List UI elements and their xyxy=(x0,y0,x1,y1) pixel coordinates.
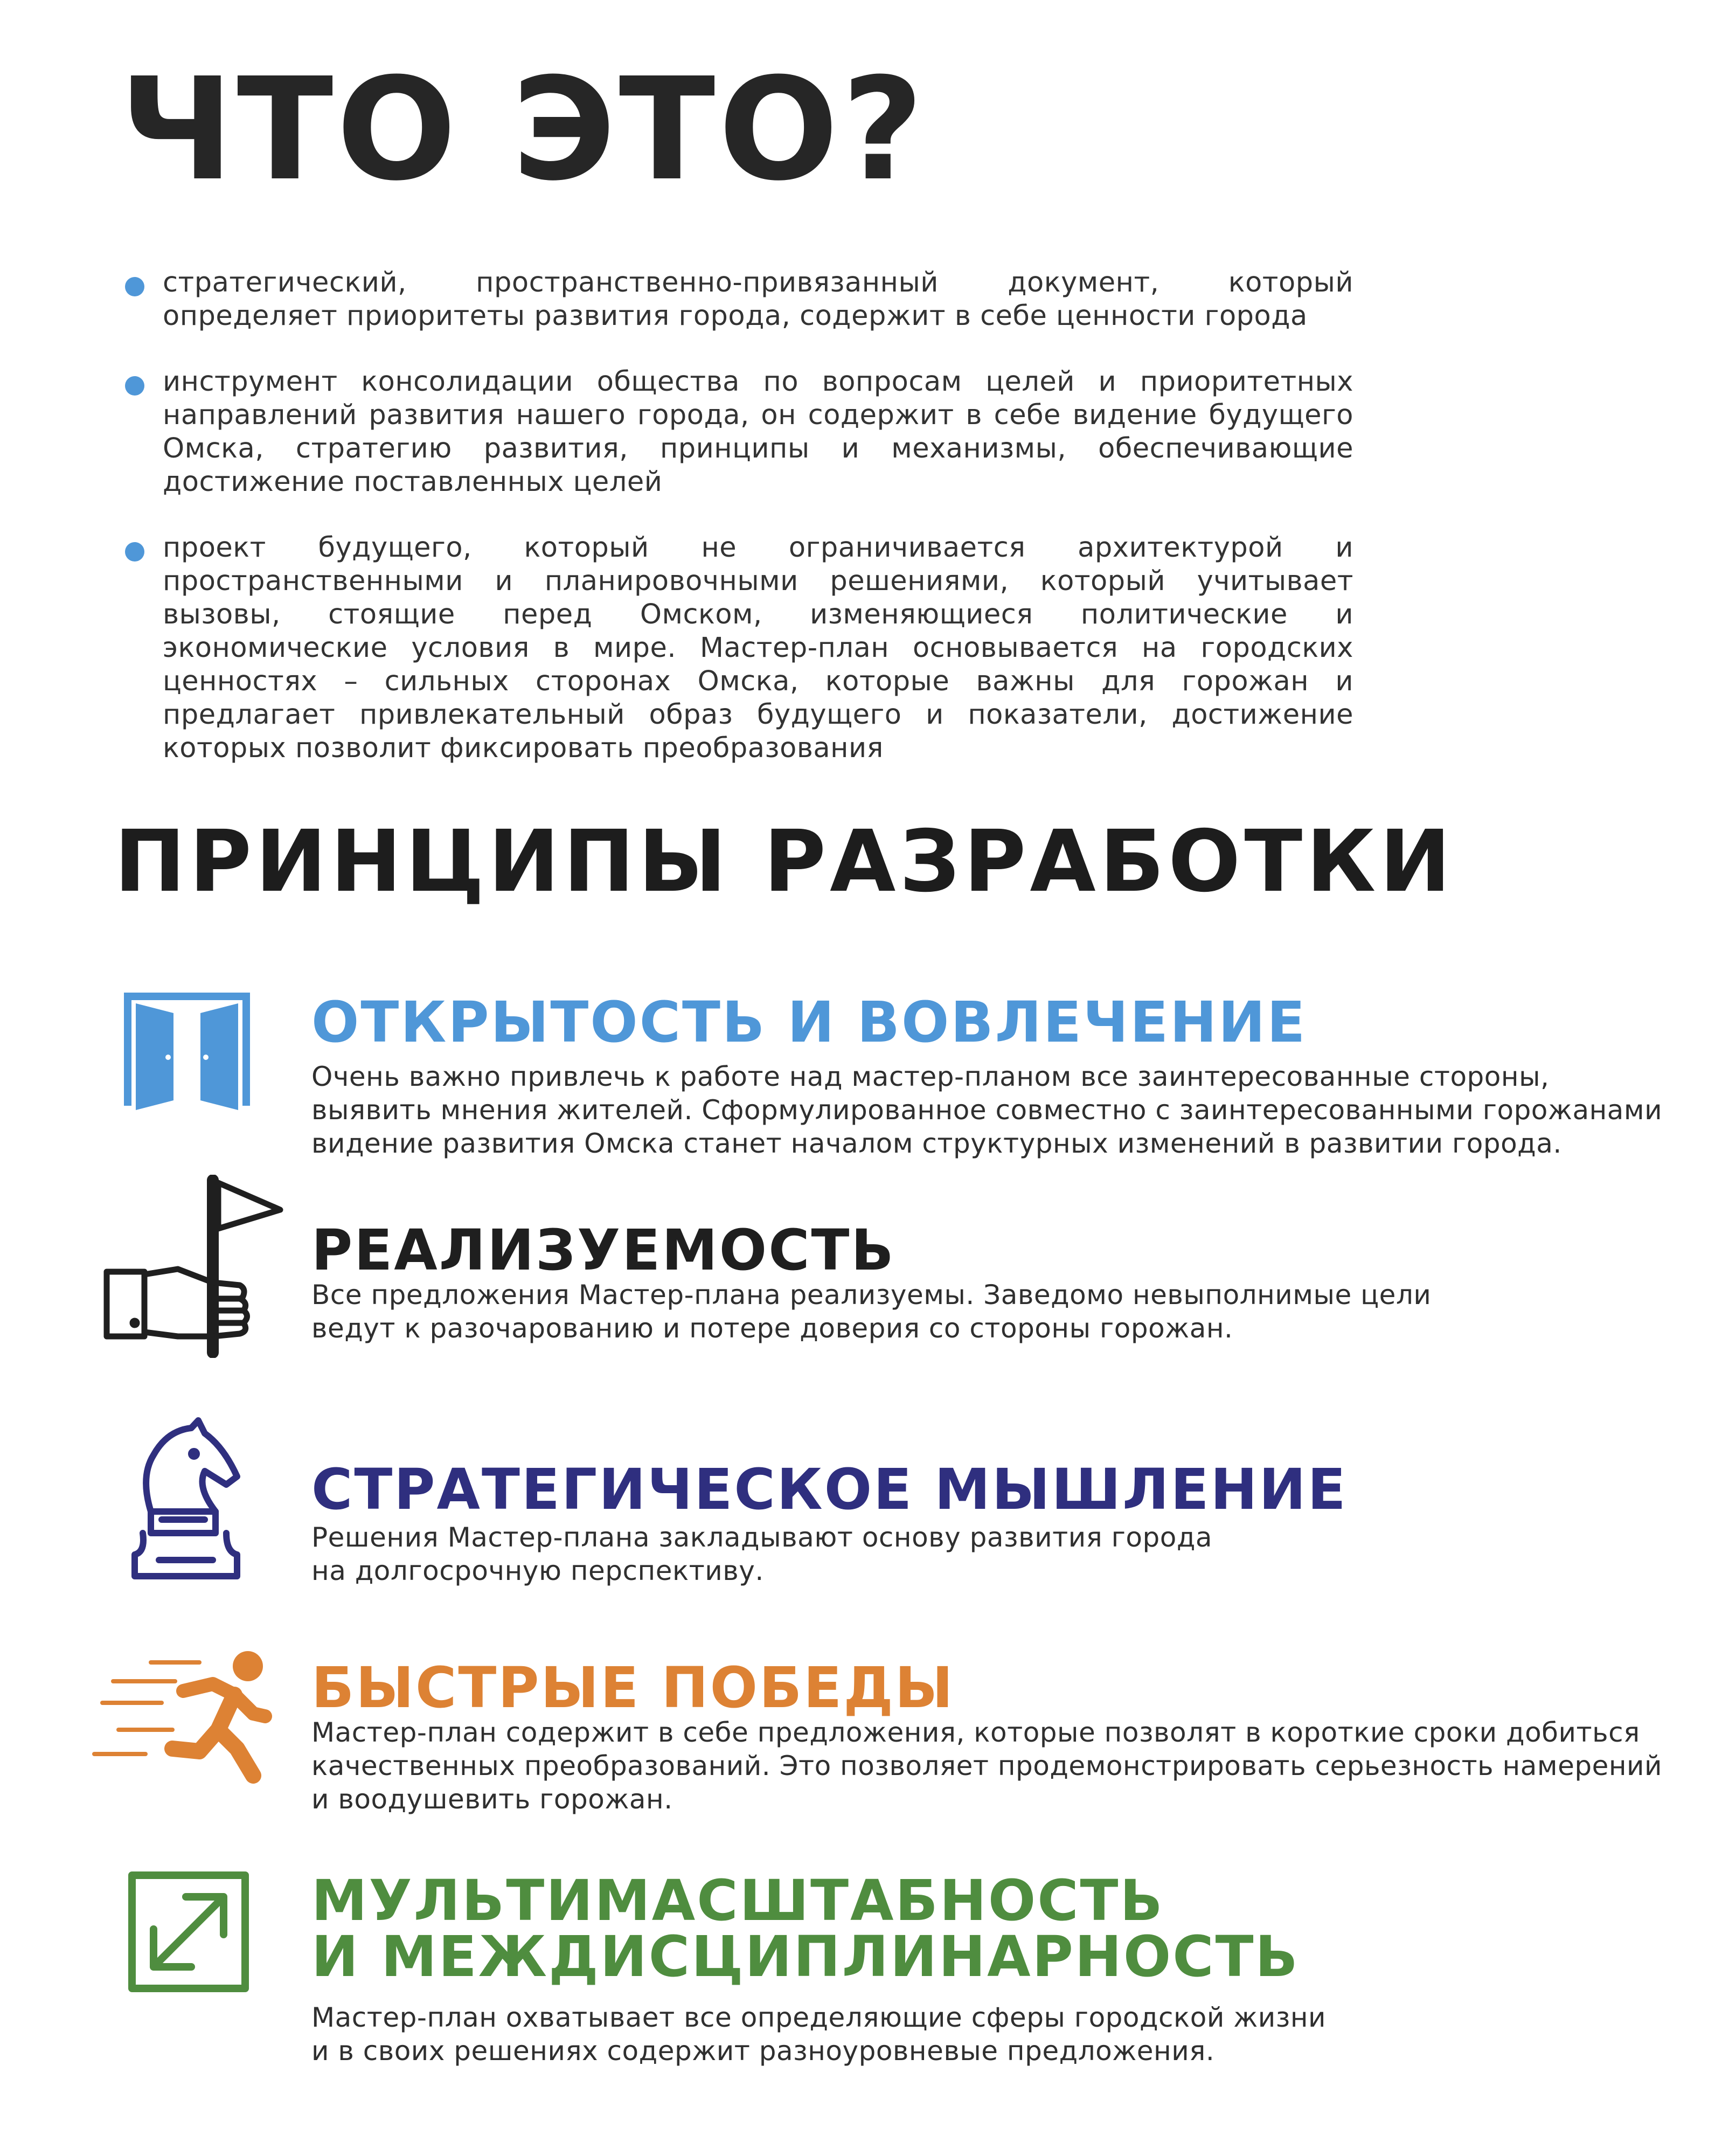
bullet-dot-icon xyxy=(125,542,144,561)
description-line: Мастер-план содержит в себе предложения, которые позволят в короткие сроки добиться xyxy=(311,1717,1640,1748)
list-item-text: проект будущего, который не ограничивается архитектурой и пространственными и планировочными решениями, который учитывает вызовы, стоящие перед Омском, изменяющиеся политические и экономические условия в мире. Мастер-план основывается на городских ценностях – сильных сторонах Омска, которые важны для горожан и предлагает привлекательный образ будущего и показатели, достижение которых позволит фиксировать преобразования xyxy=(163,532,1353,764)
description-line: Очень важно привлечь к работе над мастер-планом все заинтересованные стороны, xyxy=(311,1061,1550,1092)
description-line: видение развития Омска станет началом структурных изменений в развитии города. xyxy=(311,1128,1562,1159)
description-line: выявить мнения жителей. Сформулированное совместно с заинтересованными горожанами xyxy=(311,1094,1663,1126)
running-man-icon xyxy=(92,1649,275,1784)
list-item-text: стратегический, пространственно-привязанный документ, который определяет приоритеты развития города, содержит в себе ценности города xyxy=(163,267,1353,332)
principle-title: И МЕЖДИСЦИПЛИНАРНОСТЬ xyxy=(311,1924,1300,1989)
bullet-dot-icon xyxy=(125,376,144,396)
principle-description xyxy=(311,1716,1662,1816)
principle-description xyxy=(311,1278,1431,1345)
hand-flag-icon xyxy=(102,1175,286,1358)
description-line: ведут к разочарованию и потере доверия со стороны горожан. xyxy=(311,1313,1233,1344)
list-item xyxy=(125,365,1353,499)
description-line: на долгосрочную перспективу. xyxy=(311,1555,764,1586)
list-item-text: инструмент консолидации общества по вопросам целей и приоритетных направлений развития нашего города, он содержит в себе видение будущего Омска, стратегию развития, принципы и механизмы, обеспечивающие достижение поставленных целей xyxy=(163,366,1353,498)
principle-title: СТРАТЕГИЧЕСКОЕ МЫШЛЕНИЕ xyxy=(311,1457,1348,1522)
list-item xyxy=(125,531,1353,765)
principle-description xyxy=(311,1521,1348,1587)
description-line: и в своих решениях содержит разноуровневые предложения. xyxy=(311,2035,1215,2067)
principle-title: МУЛЬТИМАСШТАБНОСТЬ xyxy=(311,1868,1164,1933)
open-door-icon xyxy=(120,987,254,1111)
principle-feasibility xyxy=(311,1217,1432,1345)
description-line: и воодушевить горожан. xyxy=(311,1784,673,1815)
principle-description xyxy=(311,2001,1326,2068)
list-item xyxy=(125,266,1353,333)
principle-multiscale xyxy=(311,1868,1327,2068)
principle-quick-wins xyxy=(311,1655,1663,1816)
principle-title: ОТКРЫТОСТЬ И ВОВЛЕЧЕНИЕ xyxy=(311,989,1307,1055)
description-line: Все предложения Мастер-плана реализуемы. Заведомо невыполнимые цели xyxy=(311,1279,1432,1311)
principle-openness xyxy=(311,989,1663,1160)
principle-strategic-thinking xyxy=(311,1457,1348,1587)
description-line: качественных преобразований. Это позволяет продемонстрировать серьезность намерений xyxy=(311,1750,1663,1781)
chess-knight-icon xyxy=(129,1417,248,1584)
description-line: Мастер-план охватывает все определяющие сферы городской жизни xyxy=(311,2002,1327,2033)
page-title: ЧТО ЭТО? xyxy=(120,47,927,212)
principle-title: БЫСТРЫЕ ПОБЕДЫ xyxy=(311,1655,955,1721)
principle-description xyxy=(311,1060,1662,1160)
expand-arrows-icon xyxy=(127,1870,251,1994)
section-title: ПРИНЦИПЫ РАЗРАБОТКИ xyxy=(114,812,1455,911)
definition-list xyxy=(125,266,1353,798)
description-line: Решения Мастер-плана закладывают основу развития города xyxy=(311,1522,1213,1553)
principle-title: РЕАЛИЗУЕМОСТЬ xyxy=(311,1217,895,1283)
bullet-dot-icon xyxy=(125,277,144,296)
